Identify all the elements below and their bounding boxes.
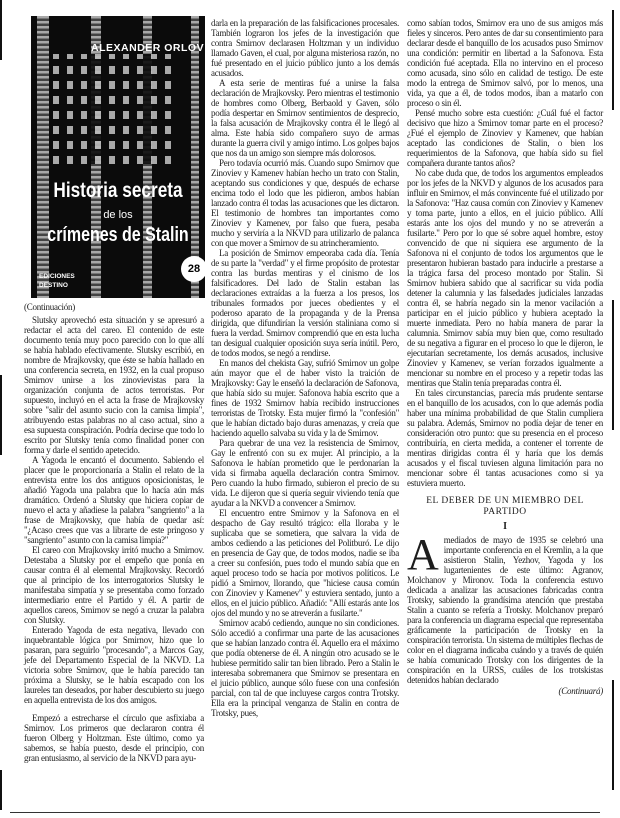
publisher-line1: EDICIONES xyxy=(39,273,75,280)
paragraph: El careo con Mrajkovsky irritó mucho a Smirnov. Detestaba a Slutsky por el empeño que ponía en causar contra él al elemental Mrajkovsky. Recordó que al principio de los interrogatorios Slutsky le manifestaba simpatía y se presentaba como forzado intermediario entre el Partido y él. A partir de aquellos careos, Smirnov se negó a cruzar la palabra con Slutsky. xyxy=(24,545,204,625)
page-edge-rule xyxy=(0,375,2,455)
paragraph: Para quebrar de una vez la resistencia de Smirnov, Gay le enfrentó con su ex mujer. Al principio, a la Safonova le habían prometido que le perdonarían la vida si firmaba aquella declaración contra Smirnov. Pero cuando la hubo firmado, subieron el precio de su vida. Le dijeron que si quería seguir viviendo tenía que ayudar a la NKVD a convencer a Smirnov. xyxy=(211,438,399,508)
drop-cap: A xyxy=(407,530,439,579)
section-numeral: I xyxy=(503,521,507,532)
paragraph: El encuentro entre Smirnov y la Safonova en el despacho de Gay resultó trágico: ella lloraba y le suplicaba que se sometiera, que salvara la vida de ambos cediendo a las peticiones del Politburó. Le dijo en presencia de Gay que, de todos modos, nadie se iba a creer su confesión, pues todo el mundo sabía que en aquel proceso todo se hacía por motivos políticos. Le pidió a Smirnov, llorando, que "hiciese causa común con Zinoviev y Kamenev" y estuviera sentado, junto a ellos, en el juicio público. Añadió: "Allí estarás ante los ojos del mundo y no se atreverán a fusilarte." xyxy=(211,508,399,618)
page-edge-rule xyxy=(0,0,2,60)
window-grid-graphic xyxy=(53,54,173,164)
cover-publisher xyxy=(39,272,75,290)
to-be-continued: (Continuará) xyxy=(558,686,603,696)
book-cover-image xyxy=(31,16,205,298)
paragraph: En manos del chekista Gay, sufrió Smirnov un golpe aún mayor que el de haber visto la traición de Mrajkovsky: Gay le enseñó la declaración de Safonova, que había sido su mujer. Safonova había escrito que a fines de 1932 Smirnov había recibido instrucciones terroristas de Trotsky. Esta mujer firmó la "confesión" que le habían dictado bajo duras amenazas, y creía que haciendo aquello salvaba su vida y la de Smirnov. xyxy=(211,358,399,438)
paragraph: mediados de mayo de 1935 se celebró una importante conferencia en el Kremlin, a la que asistieron Stalin, Yezhov, Yagoda y los lugartenientes de este último: Agranov, Molchanov y Mironov. Toda la conferencia estuvo dedicada a analizar las acusaciones fabricadas contra Trotsky, sabiendo la grandísima atención que prestaba Stalin a cuanto se refería a Trotsky. Molchanov preparó para la conferencia un diagrama especial que representaba gráficamente la participación de Trotsky en la conspiración terrorista. Un sistema de múltiples flechas de color en el diagrama indicaba cuándo y a través de quién se había comunicado Trotsky con los dirigentes de la conspiración en la URSS, cuáles de los trotskistas detenidos habían declarado xyxy=(407,535,603,685)
paragraph: La posición de Smirnov empeoraba cada día. Tenía de su parte la "verdad" y el firme propósito de protestar contra las burdas mentiras y el cinismo de los falsificadores. Del lado de Stalin estaban las declaraciones extraídas a la fuerza a los presos, los tribunales formados por jueces obedientes y el poderoso aparato de la propaganda y de la Prensa dirigida, que difundirían la versión staliniana como si fuera la verdad. Smirnov comprendió que en esta lucha tan desigual cualquier oposición suya sería inútil. Pero, de todos modos, se negó a rendirse. xyxy=(211,248,399,358)
paragraph: Smirnov acabó cediendo, aunque no sin condiciones. Sólo accedió a confirmar una parte de las acusaciones que se habían lanzado contra él. Aquello era el máximo que podía obtenerse de él. A ningún otro acusado se le hubiese permitido salir tan bien librado. Pero a Stalin le interesaba sobremanera que Smirnov se presentara en el juicio público, aunque sólo fuese con una confesión parcial, con tal de que incluyese cargos contra Trotsky. Ella era la principal venganza de Stalin en contra de Trotsky, pues, xyxy=(211,618,399,718)
paragraph: Pero todavía ocurrió más. Cuando supo Smirnov que Zinoviev y Kamenev habían hecho un trato con Stalin, aceptando sus condiciones y que, después de echarse encima todo el lodo que les pidieron, ambos habían lanzado contra él todas las acusaciones que les dictaron. El testimonio de hombres tan importantes como Zinoviev y Kamenev, por falso que fuera, pesaba mucho y serviría a la NKVD para utilizarlo de palanca con que mover a Smirnov de su atrincheramiento. xyxy=(211,158,399,248)
bottom-rule xyxy=(10,812,600,813)
publisher-line2: DESTINO xyxy=(39,282,68,289)
paragraph: como sabían todos, Smirnov era uno de sus amigos más fieles y sinceros. Pero antes de dar su consentimiento para declarar desde el banquillo de los acusados puso Smirnov una condición: permitir en libertad a la Safonova. Esta condición fué aceptada. Ella no intervino en el proceso como acusada, sino sólo en calidad de testigo. De este modo la entrega de Smirnov salvó, por lo menos, una vida, ya que a él, de todos modos, iban a matarlo con proceso o sin él. xyxy=(407,18,603,108)
paragraph: No cabe duda que, de todos los argumentos empleados por los jefes de la NKVD y algunos de los acusados para influir en Smirnov, el más convincente fué el utilizado por la Safonova: "Haz causa común con Zinoviev y Kamenev y toma parte, junto a ellos, en el juicio público. Allí estarás ante los ojos del mundo y no se atreverán a fusilarte." Pero por lo que sé sobre aquel hombre, estoy convencido de que ni siquiera ese argumento de la Safonova ni el conjunto de todos los argumentos que le presentaron hubieran bastado para inducirle a prestarse a la trágica farsa del proceso montado por Stalin. Si Smirnov hubiera sabido que al sacrificar su vida podía detener la calumnia y las falsedades judiciales lanzadas contra él, se habría negado sin la menor vacilación a participar en el juicio público y hubiera aceptado la muerte inmediata. Pero no había manera de parar la calumnia. Smirnov sabía muy bien que, como resultado de su negativa a figurar en el proceso lo que le dijeron, le ejecutarían secretamente, los demás acusados, inclusive Zinoviev y Kamenev, se verían forzados igualmente a mencionar su nombre en el proceso y a repetir todas las mentiras que Stalin tenía preparadas contra él. xyxy=(407,168,603,388)
article-column-1 xyxy=(24,302,204,763)
page-edge-rule xyxy=(0,770,2,810)
paragraph: En tales circunstancias, parecía más prudente sentarse en el banquillo de los acusados, con lo que además podía haber una mínima probabilidad de que Stalin cumpliera su palabra. Además, Smirnov no podía dejar de tener en consideración otro punto: que su presencia en el proceso contribuiría, en cierta medida, a contener el torrente de mentiras dirigidas contra él y haría que los demás acusados y el fiscal tuviesen alguna limitación para no mencionar sobre él tantas acusaciones como si ya estuviera muerto. xyxy=(407,388,603,488)
paragraph: Enterado Yagoda de esta negativa, llevado con inquebrantable lógica por Smirnov, hizo que lo pasaran, para seguirlo "procesando", a Marcos Gay, jefe del Departamento Especial de la NKVD. La victoria sobre Smirnov, que le había parecido tan próxima a Slutsky, se le había escapado con los laureles tan deseados, por haber descubierto su juego en aquella entrevista de los dos amigos. xyxy=(24,625,204,705)
cover-title-line1: Historia secreta xyxy=(53,179,183,202)
paragraph: Empezó a estrecharse el círculo que asfixiaba a Smirnov. Los primeros que declararon contra él fueron Olberg y Holtzman. Este último, como ya sabemos, se había puesto, desde el principio, con gran entusiasmo, al servicio de la NKVD para ayu- xyxy=(24,713,204,763)
paragraph: A esta serie de mentiras fué a unirse la falsa declaración de Mrajkovsky. Pero mientras el testimonio de hombres como Olberg, Berbaold y Gaven, sólo podía despertar en Smirnov sentimientos de desprecio, la falsa acusación de Mrajkovsky contra él le llegó al alma. Este había sido compañero suyo de armas durante la guerra civil y amigo íntimo. Los golpes bajos que nos da un amigo son siempre más dolorosos. xyxy=(211,78,399,158)
cover-author: ALEXANDER ORLOV xyxy=(91,42,205,54)
section-body xyxy=(407,530,603,696)
paragraph: darla en la preparación de las falsificaciones procesales. También lograron los jefes de la investigación que contra Smirnov declarasen Holtzman y un individuo llamado Gaven, el cual, por alguna misteriosa razón, no fué presentado en el juicio público junto a los demás acusados. xyxy=(211,18,399,78)
section-heading: EL DEBER DE UN MIEMBRO DEL PARTIDO xyxy=(426,496,584,517)
continuation-caption: (Continuación) xyxy=(24,302,75,312)
paragraph: Slutsky aprovechó esta situación y se apresuró a redactar el acta del careo. El contenido de este documento tenía muy poco parecido con lo que allí se había hablado efectivamente. Slutsky escribió, en nombre de Mrajkovsky, que éste se había hallado en una conferencia secreta, en 1932, en la cual propuso Smirnov unirse a los zinovievistas para la organización conjunta de actos terroristas. Por supuesto, incluyó en el acta la frase de Mrajkovsky sobre "salir del asunto sucio con la camisa limpia", atribuyendo estas palabras no al caso actual, sino a esa supuesta conspiración. Podría decirse que todo lo escrito por Slutsky tenía como finalidad poner con forma y darle el sentido apetecido. xyxy=(24,315,204,455)
cover-title-line2: de los xyxy=(103,209,133,221)
article-column-3 xyxy=(407,18,603,696)
installment-number-badge: 28 xyxy=(181,256,205,282)
page-edge-rule xyxy=(612,10,614,110)
cover-title-line3: crímenes de Stalin xyxy=(47,224,189,246)
paragraph: Pensé mucho sobre esta cuestión: ¿Cuál fué el factor decisivo que hizo a Smirnov tomar parte en el proceso? ¿Fué el ejemplo de Zinoviev y Kamenev, que habían aceptado las condiciones de Stalin, o bien los requerimientos de la Safonova, que había sido su fiel compañera durante tantos años? xyxy=(407,108,603,168)
article-column-2 xyxy=(211,18,399,718)
page-edge-rule xyxy=(612,300,614,430)
paragraph: A Yagoda le encantó el documento. Sabiendo el placer que le proporcionaría a Stalin el relato de la entrevista entre los dos antiguos oposicionistas, le añadió Yagoda una palabra que lo hacía aún más dramático. Ordenó a Slutsky que hiciera copiar de nuevo el acta y añadiese la palabra "sangriento" a la frase de Mrajkovsky, que había de quedar así: "¿Acaso crees que vas a librarte de este pringoso y "sangriento" asunto con la camisa limpia?" xyxy=(24,455,204,545)
page-edge-rule xyxy=(612,680,614,790)
